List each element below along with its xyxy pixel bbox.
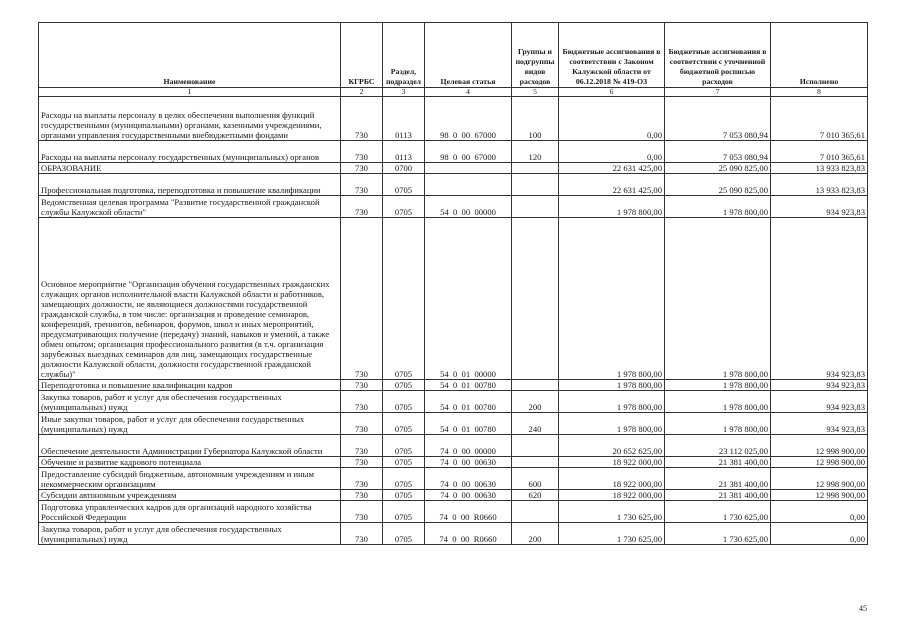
row-plan-amount: 1 730 625,00 [665, 501, 771, 523]
row-plan-amount: 21 381 400,00 [665, 457, 771, 468]
row-razdel: 0705 [383, 501, 425, 523]
table-row [39, 97, 868, 141]
col-header-plan: Бюджетные ассигнования в соответствии с уточненной бюджетной росписью расходов [665, 23, 771, 88]
row-plan-amount: 7 053 080,94 [665, 141, 771, 163]
row-law-amount: 0,00 [559, 141, 665, 163]
row-executed-amount: 13 933 823,83 [771, 163, 868, 174]
row-plan-amount: 21 381 400,00 [665, 468, 771, 490]
row-kgrbs: 730 [341, 501, 383, 523]
row-article: 74 0 00 R0660 [425, 501, 512, 523]
row-vid [512, 174, 559, 196]
row-razdel: 0705 [383, 174, 425, 196]
row-executed-amount: 0,00 [771, 523, 868, 545]
table-row [39, 163, 868, 174]
col-number: 3 [383, 88, 425, 97]
row-executed-amount: 7 010 365,61 [771, 97, 868, 141]
table-row [39, 391, 868, 413]
row-razdel: 0705 [383, 413, 425, 435]
row-plan-amount: 1 978 800,00 [665, 196, 771, 218]
col-header-article: Целевая статья [425, 23, 512, 88]
table-row [39, 501, 868, 523]
row-article [425, 163, 512, 174]
table-row [39, 457, 868, 468]
row-vid: 620 [512, 490, 559, 501]
col-header-kgrbs: КГРБС [341, 23, 383, 88]
row-razdel: 0705 [383, 523, 425, 545]
table-body [39, 97, 868, 545]
row-law-amount: 1 978 800,00 [559, 218, 665, 380]
row-executed-amount: 12 998 900,00 [771, 457, 868, 468]
row-kgrbs: 730 [341, 435, 383, 457]
row-razdel: 0705 [383, 457, 425, 468]
row-kgrbs: 730 [341, 141, 383, 163]
col-number: 8 [771, 88, 868, 97]
row-vid: 200 [512, 523, 559, 545]
budget-table [38, 22, 868, 545]
row-article: 74 0 00 00000 [425, 435, 512, 457]
row-name: Расходы на выплаты персоналу государственных (муниципальных) органов [39, 141, 341, 163]
row-executed-amount: 934 923,83 [771, 413, 868, 435]
row-article: 98 0 00 67000 [425, 141, 512, 163]
row-vid: 100 [512, 97, 559, 141]
row-kgrbs: 730 [341, 174, 383, 196]
row-name: Переподготовка и повышение квалификации кадров [39, 380, 341, 391]
row-article: 74 0 00 00630 [425, 457, 512, 468]
row-law-amount: 0,00 [559, 97, 665, 141]
table-row [39, 196, 868, 218]
row-name: Субсидии автономным учреждениям [39, 490, 341, 501]
col-header-done: Исполнено [771, 23, 868, 88]
row-razdel: 0705 [383, 218, 425, 380]
row-article: 54 0 01 00780 [425, 391, 512, 413]
row-law-amount: 1 978 800,00 [559, 196, 665, 218]
row-executed-amount: 934 923,83 [771, 196, 868, 218]
row-plan-amount: 7 053 080,94 [665, 97, 771, 141]
row-plan-amount: 25 090 825,00 [665, 163, 771, 174]
page-number: 45 [859, 604, 867, 613]
col-header-name: Наименование [39, 23, 341, 88]
row-kgrbs: 730 [341, 413, 383, 435]
row-executed-amount: 13 933 823,83 [771, 174, 868, 196]
col-number: 7 [665, 88, 771, 97]
row-article: 54 0 01 00780 [425, 413, 512, 435]
row-article: 74 0 00 R0660 [425, 523, 512, 545]
row-law-amount: 22 631 425,00 [559, 163, 665, 174]
row-name: Обучение и развитие кадрового потенциала [39, 457, 341, 468]
row-vid: 600 [512, 468, 559, 490]
row-name: Предоставление субсидий бюджетным, автономным учреждениям и иным некоммерческим организациям [39, 468, 341, 490]
row-kgrbs: 730 [341, 97, 383, 141]
table-row [39, 174, 868, 196]
row-kgrbs: 730 [341, 163, 383, 174]
table-row [39, 490, 868, 501]
row-kgrbs: 730 [341, 490, 383, 501]
col-number: 2 [341, 88, 383, 97]
table-row [39, 413, 868, 435]
row-vid [512, 218, 559, 380]
row-vid: 240 [512, 413, 559, 435]
row-executed-amount: 934 923,83 [771, 218, 868, 380]
table-row [39, 523, 868, 545]
row-kgrbs: 730 [341, 391, 383, 413]
row-kgrbs: 730 [341, 523, 383, 545]
row-razdel: 0700 [383, 163, 425, 174]
row-kgrbs: 730 [341, 468, 383, 490]
row-article: 98 0 00 67000 [425, 97, 512, 141]
table-row [39, 468, 868, 490]
row-law-amount: 22 631 425,00 [559, 174, 665, 196]
row-vid [512, 457, 559, 468]
row-vid [512, 163, 559, 174]
col-header-law: Бюджетные ассигнования в соответствии с Законом Калужской области от 06.12.2018 № 419-ОЗ [559, 23, 665, 88]
row-law-amount: 1 730 625,00 [559, 501, 665, 523]
row-kgrbs: 730 [341, 218, 383, 380]
row-name: ОБРАЗОВАНИЕ [39, 163, 341, 174]
row-vid: 200 [512, 391, 559, 413]
col-number: 5 [512, 88, 559, 97]
col-number: 4 [425, 88, 512, 97]
row-executed-amount: 12 998 900,00 [771, 435, 868, 457]
row-name: Иные закупки товаров, работ и услуг для обеспечения государственных (муниципальных) нужд [39, 413, 341, 435]
row-vid [512, 380, 559, 391]
row-law-amount: 18 922 000,00 [559, 468, 665, 490]
row-kgrbs: 730 [341, 380, 383, 391]
row-razdel: 0705 [383, 196, 425, 218]
row-article: 54 0 00 00000 [425, 196, 512, 218]
row-kgrbs: 730 [341, 457, 383, 468]
row-vid [512, 196, 559, 218]
row-article: 54 0 01 00000 [425, 218, 512, 380]
row-executed-amount: 12 998 900,00 [771, 490, 868, 501]
table-row [39, 435, 868, 457]
row-razdel: 0113 [383, 141, 425, 163]
row-name: Расходы на выплаты персоналу в целях обеспечения выполнения функций государственными (муниципальными) органами, казенными учреждениями, органами управления государственными внебюджетными фондами [39, 97, 341, 141]
table-row [39, 141, 868, 163]
row-article: 74 0 00 00630 [425, 468, 512, 490]
row-law-amount: 1 978 800,00 [559, 391, 665, 413]
row-law-amount: 18 922 000,00 [559, 457, 665, 468]
row-razdel: 0705 [383, 380, 425, 391]
row-razdel: 0705 [383, 435, 425, 457]
row-vid [512, 435, 559, 457]
row-plan-amount: 25 090 825,00 [665, 174, 771, 196]
row-article [425, 174, 512, 196]
row-law-amount: 1 730 625,00 [559, 523, 665, 545]
row-executed-amount: 7 010 365,61 [771, 141, 868, 163]
row-executed-amount: 934 923,83 [771, 391, 868, 413]
row-name: Закупка товаров, работ и услуг для обеспечения государственных (муниципальных) нужд [39, 523, 341, 545]
row-plan-amount: 1 978 800,00 [665, 391, 771, 413]
row-plan-amount: 1 978 800,00 [665, 218, 771, 380]
row-law-amount: 1 978 800,00 [559, 380, 665, 391]
row-law-amount: 18 922 000,00 [559, 490, 665, 501]
row-kgrbs: 730 [341, 196, 383, 218]
row-razdel: 0705 [383, 490, 425, 501]
row-name: Ведомственная целевая программа "Развитие государственной гражданской службы Калужской области" [39, 196, 341, 218]
row-law-amount: 1 978 800,00 [559, 413, 665, 435]
row-vid [512, 501, 559, 523]
row-plan-amount: 23 112 025,00 [665, 435, 771, 457]
row-article: 74 0 00 00630 [425, 490, 512, 501]
col-header-vid: Группы и подгруппы видов расходов [512, 23, 559, 88]
column-number-row [39, 88, 868, 97]
row-name: Закупка товаров, работ и услуг для обеспечения государственных (муниципальных) нужд [39, 391, 341, 413]
row-razdel: 0705 [383, 468, 425, 490]
col-header-razdel: Раздел, подраздел [383, 23, 425, 88]
table-row [39, 218, 868, 380]
row-executed-amount: 934 923,83 [771, 380, 868, 391]
header-row [39, 23, 868, 88]
row-plan-amount: 1 730 625,00 [665, 523, 771, 545]
col-number: 1 [39, 88, 341, 97]
row-name: Подготовка управленческих кадров для организаций народного хозяйства Российской Федерации [39, 501, 341, 523]
row-law-amount: 20 652 625,00 [559, 435, 665, 457]
col-number: 6 [559, 88, 665, 97]
row-vid: 120 [512, 141, 559, 163]
row-executed-amount: 0,00 [771, 501, 868, 523]
row-plan-amount: 1 978 800,00 [665, 413, 771, 435]
row-name: Основное мероприятие "Организация обучения государственных гражданских служащих органов исполнительной власти Калужской области и работников, замещающих должности, не являющиеся должностями государственной гражданской службы, в том числе: организация и проведение семинаров, конференций, тренингов, вебинаров, форумов, школ и иных мероприятий, предусматривающих получение (передачу) знаний, навыков и умений, а также обмен опытом; организация профессионального развития (в т.ч. организация зарубежных выездных семинаров для лиц, замещающих государственные должности Калужской области, должности государственной гражданской службы)" [39, 218, 341, 380]
row-name: Обеспечение деятельности Администрации Губернатора Калужской области [39, 435, 341, 457]
row-plan-amount: 1 978 800,00 [665, 380, 771, 391]
row-razdel: 0113 [383, 97, 425, 141]
row-executed-amount: 12 998 900,00 [771, 468, 868, 490]
row-name: Профессиональная подготовка, переподготовка и повышение квалификации [39, 174, 341, 196]
row-plan-amount: 21 381 400,00 [665, 490, 771, 501]
row-razdel: 0705 [383, 391, 425, 413]
row-article: 54 0 01 00780 [425, 380, 512, 391]
table-row [39, 380, 868, 391]
